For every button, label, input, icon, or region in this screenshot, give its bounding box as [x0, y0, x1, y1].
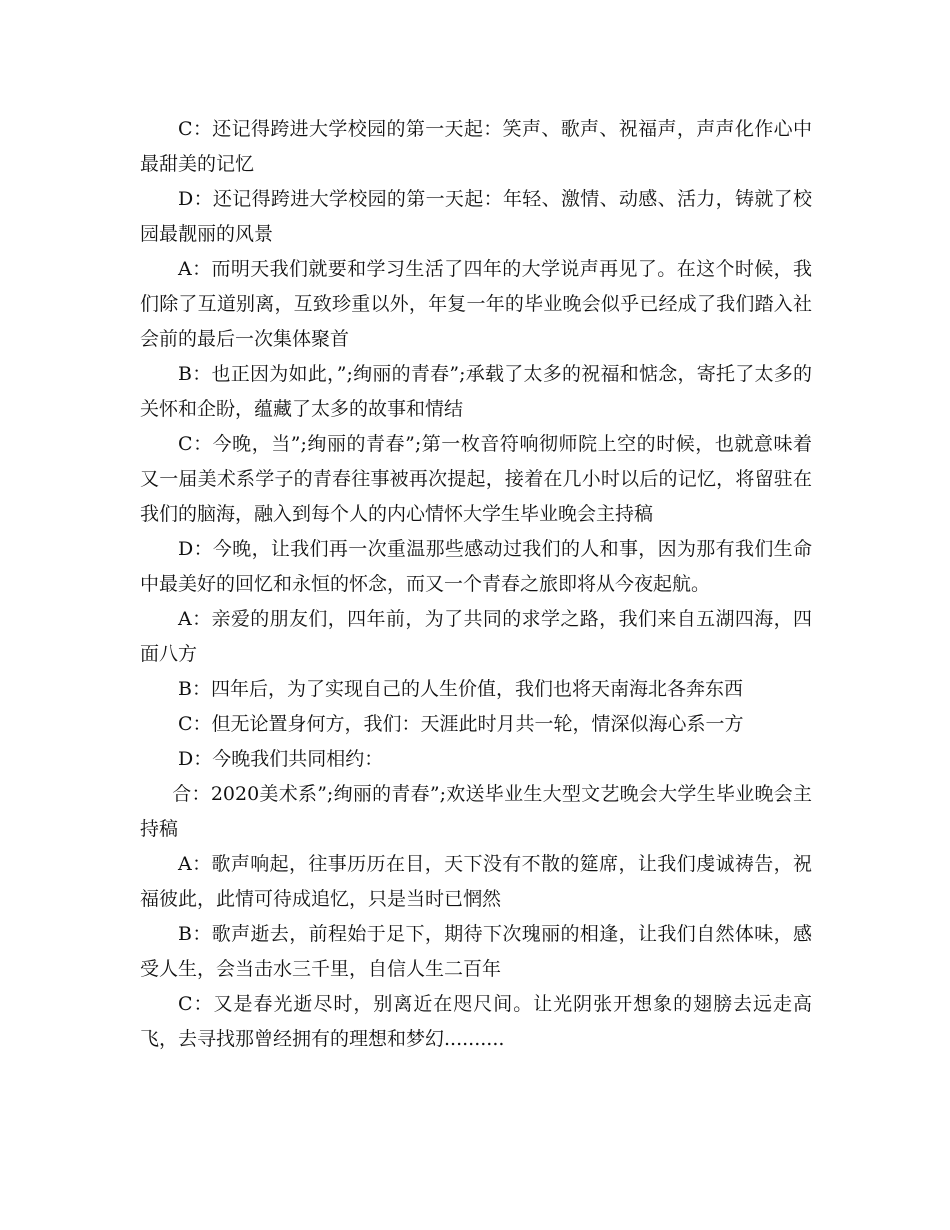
paragraph-c-1: C：还记得跨进大学校园的第一天起：笑声、歌声、祝福声，声声化作心中最甜美的记忆	[140, 118, 812, 175]
paragraph-c-3: C：但无论置身何方，我们：天涯此时月共一轮，情深似海心系一方	[178, 713, 744, 735]
document-body	[140, 112, 812, 1057]
paragraph-c-2: C：今晚，当”;绚丽的青春”;第一枚音符响彻师院上空的时候，也就意味着又一届美术系学子的青春往事被再次提起，接着在几小时以后的记忆，将留驻在我们的脑海，融入到每个人的内心情怀大学生毕业晚会主持稿	[140, 433, 812, 525]
paragraph-c-4: C：又是春光逝尽时，别离近在咫尺间。让光阴张开想象的翅膀去远走高飞，去寻找那曾经拥有的理想和梦幻..........	[140, 993, 812, 1050]
paragraph-a-2: A：亲爱的朋友们，四年前，为了共同的求学之路，我们来自五湖四海，四面八方	[140, 608, 812, 665]
paragraph-a-1: A：而明天我们就要和学习生活了四年的大学说声再见了。在这个时候，我们除了互道别离，互致珍重以外，年复一年的毕业晚会似乎已经成了我们踏入社会前的最后一次集体聚首	[140, 258, 812, 350]
paragraph-a-3: A：歌声响起，往事历历在目，天下没有不散的筵席，让我们虔诚祷告，祝福彼此，此情可待成追忆，只是当时已惘然	[140, 853, 812, 910]
paragraph-b-2: B：四年后，为了实现自己的人生价值，我们也将天南海北各奔东西	[178, 678, 743, 700]
paragraph-d-1: D：还记得跨进大学校园的第一天起：年轻、激情、动感、活力，铸就了校园最靓丽的风景	[140, 188, 812, 245]
paragraph-chorus: 合：2020美术系”;绚丽的青春”;欢送毕业生大型文艺晚会大学生毕业晚会主持稿	[140, 783, 812, 840]
paragraph-d-3: D：今晚我们共同相约：	[178, 748, 384, 770]
paragraph-b-1: B：也正因为如此，”;绚丽的青春”;承载了太多的祝福和惦念，寄托了太多的关怀和企盼，蕴藏了太多的故事和情结	[140, 363, 812, 420]
paragraph-b-3: B：歌声逝去，前程始于足下，期待下次瑰丽的相逢，让我们自然体味，感受人生，会当击水三千里，自信人生二百年	[140, 923, 812, 980]
paragraph-d-2: D：今晚，让我们再一次重温那些感动过我们的人和事，因为那有我们生命中最美好的回忆和永恒的怀念，而又一个青春之旅即将从今夜起航。	[140, 538, 812, 595]
